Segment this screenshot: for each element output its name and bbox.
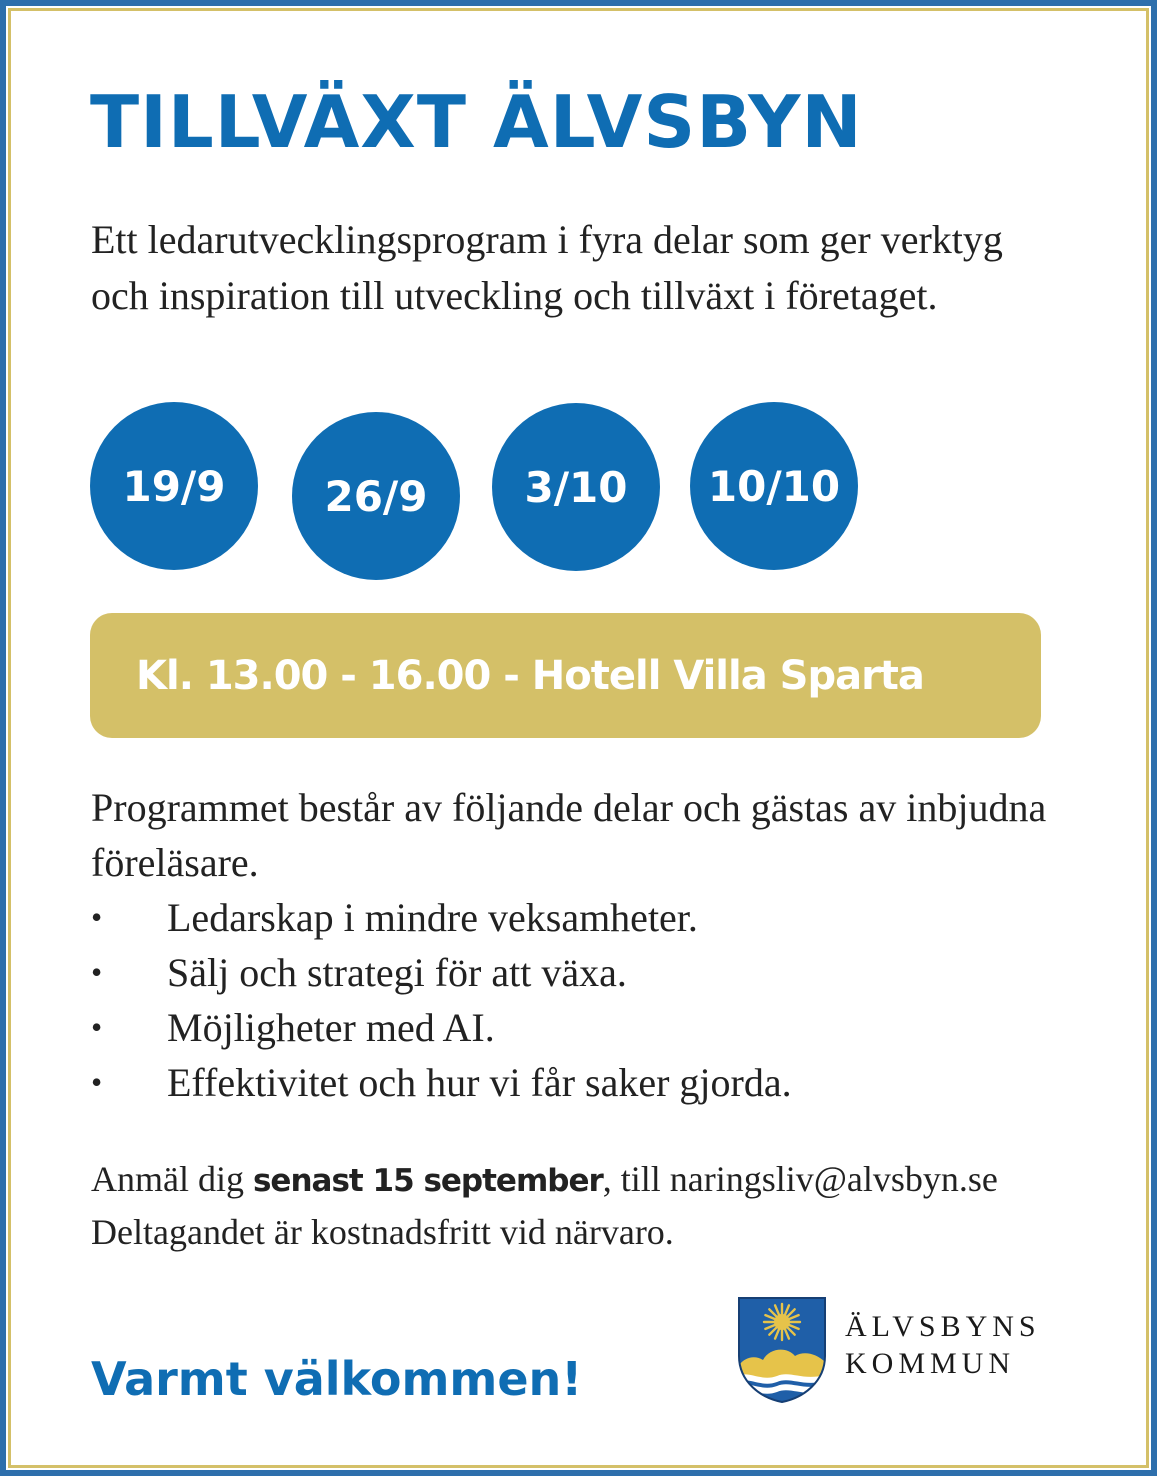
signup-deadline: senast 15 september xyxy=(252,1163,603,1199)
bullet: • xyxy=(91,1009,103,1045)
organization-line-2: KOMMUN xyxy=(845,1347,1016,1380)
signup-info xyxy=(91,1154,998,1258)
bullet: • xyxy=(91,954,103,990)
date-circle-4: 10/10 xyxy=(690,402,858,570)
bullet: • xyxy=(91,899,103,935)
signup-prefix: Anmäl dig xyxy=(91,1159,253,1199)
organization-name xyxy=(845,1308,1041,1382)
time-location-banner xyxy=(90,613,1041,738)
coat-of-arms-sun-icon xyxy=(737,1296,827,1404)
list-item-text: Sälj och strategi för att växa. xyxy=(167,950,627,995)
bullet: • xyxy=(91,1064,103,1100)
list-item-text: Möjligheter med AI. xyxy=(167,1005,495,1050)
list-item xyxy=(91,1000,792,1055)
signup-email: naringsliv@alvsbyn.se xyxy=(669,1159,998,1199)
welcome-text: Varmt välkommen! xyxy=(91,1352,583,1406)
program-intro: Programmet består av följande delar och gästas av inbjudna föreläsare. xyxy=(91,785,1047,885)
organization-line-1: ÄLVSBYNS xyxy=(845,1310,1041,1343)
intro-text: Ett ledarutvecklingsprogram i fyra delar som ger verktyg och inspiration till utveckling och tillväxt i företaget. xyxy=(91,217,1003,318)
program-parts-list xyxy=(91,890,792,1110)
list-item xyxy=(91,945,792,1000)
list-item-text: Ledarskap i mindre veksamheter. xyxy=(167,895,698,940)
list-item xyxy=(91,890,792,945)
signup-suffix: , till xyxy=(602,1159,670,1199)
date-circle-1: 19/9 xyxy=(90,402,258,570)
page-title: TILLVÄXT ÄLVSBYN xyxy=(90,80,863,164)
date-circle-3: 3/10 xyxy=(492,403,660,571)
signup-note: Deltagandet är kostnadsfritt vid närvaro. xyxy=(91,1212,674,1252)
time-location-text: Kl. 13.00 - 16.00 - Hotell Villa Sparta xyxy=(136,652,924,699)
signup-line xyxy=(91,1154,998,1207)
list-item-text: Effektivitet och hur vi får saker gjorda. xyxy=(167,1060,792,1105)
date-circle-2: 26/9 xyxy=(292,412,460,580)
list-item xyxy=(91,1055,792,1110)
